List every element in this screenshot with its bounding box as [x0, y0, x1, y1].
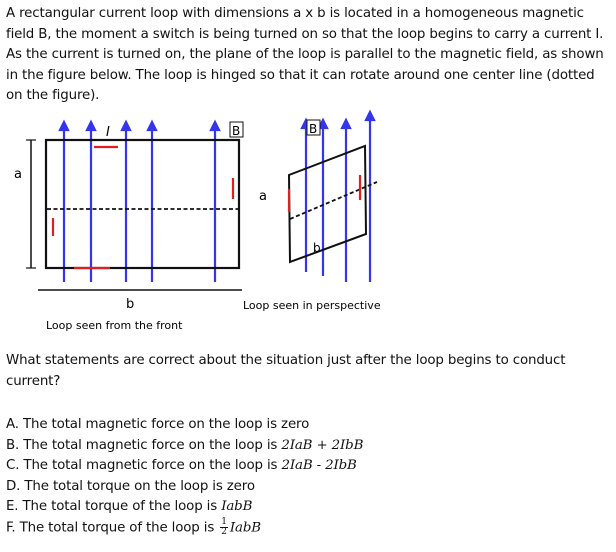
option-a[interactable]: A. The total magnetic force on the loop is zero — [6, 417, 310, 432]
perspective-caption: Loop seen in perspective — [243, 299, 381, 312]
problem-statement: A rectangular current loop with dimensions a x b is located in a homogeneous magnetic field B, the moment a switch is being turned on so that the loop begins to carry a current I. As the current is turned on, the plane of the loop is parallel to the magnetic field, as shown in the figure below. The loop is hinged so that it can rotate around one center line (dotted on the figure). — [6, 6, 604, 104]
front-field-lines — [60, 122, 219, 282]
option-e[interactable]: E. The total torque of the loop is IabB — [6, 499, 253, 515]
perspective-label-b: b — [313, 241, 321, 255]
option-d[interactable]: D. The total torque on the loop is zero — [6, 478, 255, 494]
front-field-label: B — [232, 124, 241, 138]
perspective-label-a: a — [259, 189, 267, 204]
perspective-view — [243, 112, 381, 312]
perspective-hinge-line — [290, 182, 377, 219]
front-label-a: a — [14, 167, 22, 182]
front-view — [14, 122, 243, 332]
front-caption: Loop seen from the front — [46, 319, 183, 332]
front-loop — [46, 140, 239, 268]
perspective-current-marks — [289, 175, 360, 212]
option-c[interactable]: C. The total magnetic force on the loop is 2IaB - 2IbB — [6, 458, 357, 474]
front-label-b: b — [126, 297, 135, 312]
perspective-field-label: B — [309, 122, 318, 136]
perspective-field-lines — [302, 112, 374, 282]
option-f-fraction: $\frac{1}{2}$ — [221, 516, 227, 537]
option-b[interactable]: B. The total magnetic force on the loop is 2IaB + 2IbB — [6, 437, 364, 453]
option-f[interactable]: F. The total torque of the loop is $\frac{1}{2}$ IabB — [6, 516, 261, 537]
question-text: What statements are correct about the situation just after the loop begins to conduct current? — [6, 353, 566, 389]
front-current-marks — [53, 147, 233, 268]
answer-options — [6, 415, 606, 539]
front-current-label: I — [106, 125, 110, 140]
